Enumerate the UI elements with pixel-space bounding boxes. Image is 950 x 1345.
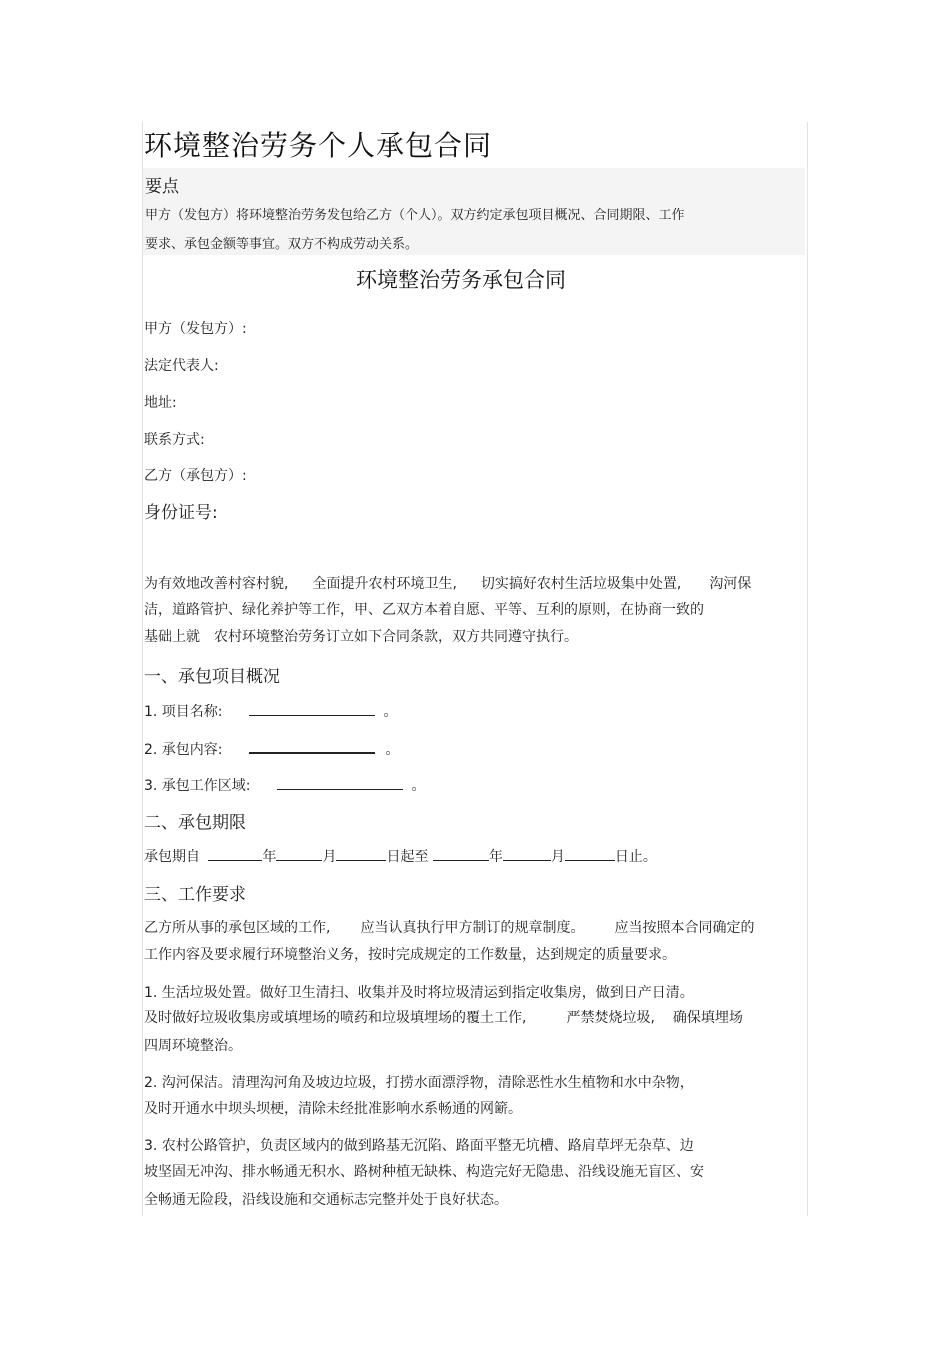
section-heading: 二、承包期限: [144, 813, 246, 833]
month-blank: [276, 846, 322, 861]
contract-period-line: [144, 846, 657, 866]
year-blank: [433, 846, 489, 861]
day-blank: [565, 846, 615, 861]
item-end: 。: [383, 704, 398, 720]
requirements-intro-line: 工作内容及要求履行环境整治义务，按时完成规定的工作数量，达到规定的质量要求。: [144, 947, 676, 963]
waste-disposal-line: [144, 1005, 743, 1031]
item-label: 1. 项目名称:: [144, 704, 223, 720]
id-number-field: 身份证号:: [144, 503, 218, 523]
section-heading: 三、工作要求: [144, 885, 246, 905]
fill-blank: [277, 775, 403, 790]
legal-rep-field: 法定代表人:: [144, 358, 219, 374]
waste-segment: 严禁焚烧垃圾,: [566, 1010, 655, 1026]
contract-content-item: [144, 738, 399, 759]
preamble-segment: 全面提升农村环境卫生,: [312, 576, 457, 592]
party-b-field: 乙方（承包方）:: [144, 468, 247, 484]
period-month: 月: [322, 849, 337, 865]
month-blank: [503, 846, 551, 861]
project-name-item: [144, 701, 397, 721]
waste-disposal-line: 1. 生活垃圾处置。做好卫生清扫、收集并及时将垃圾清运到指定收集房，做到日产日清。: [144, 985, 694, 1001]
period-year: 年: [488, 849, 503, 865]
road-maintenance-line: 坡坚固无冲沟、排水畅通无积水、路树种植无缺株、构造完好无隐患、沿线设施无盲区、安: [144, 1164, 704, 1180]
preamble-segment: 为有效地改善村容村貌,: [144, 576, 289, 592]
intro-segment: 乙方所从事的承包区域的工作,: [144, 920, 331, 936]
period-month: 月: [550, 849, 565, 865]
fill-blank: [249, 738, 375, 754]
period-day-from: 日起至: [386, 849, 429, 865]
fill-blank: [249, 701, 375, 716]
river-cleaning-line: 及时开通水中坝头坝梗，清除未经批准影响水系畅通的网簖。: [144, 1101, 522, 1117]
intro-segment: 应当认真执行甲方制订的规章制度。: [360, 920, 585, 936]
item-label: 3. 承包工作区域:: [144, 778, 251, 794]
year-blank: [208, 846, 262, 861]
waste-disposal-line: 四周环境整治。: [144, 1038, 242, 1054]
item-label: 2. 承包内容:: [144, 742, 223, 758]
period-start: 承包期自: [144, 849, 200, 865]
summary-line: 要求、承包金额等事宜。双方不构成劳动关系。: [145, 237, 419, 252]
contact-field: 联系方式:: [144, 432, 205, 448]
requirements-intro-line: [144, 915, 754, 941]
preamble-line: [144, 571, 751, 597]
waste-segment: 确保填埋场: [672, 1010, 743, 1026]
summary-line: 甲方（发包方）将环境整治劳务发包给乙方（个人）。双方约定承包项目概况、合同期限、工作: [145, 208, 685, 223]
preamble-line: 基础上就 农村环境整治劳务订立如下合同条款，双方共同遵守执行。: [144, 629, 578, 645]
item-end: 。: [385, 742, 400, 758]
section-heading: 一、承包项目概况: [144, 667, 280, 687]
period-day-to: 日止。: [614, 849, 657, 865]
preamble-segment: 切实搞好农村生活垃圾集中处置,: [480, 576, 682, 592]
preamble-segment: 沟河保: [709, 576, 752, 592]
period-year: 年: [262, 849, 277, 865]
river-cleaning-line: 2. 沟河保洁。清理沟河角及坡边垃圾，打捞水面漂浮物，清除恶性水生植物和水中杂物，: [144, 1075, 694, 1091]
document-title: 环境整治劳务个人承包合同: [144, 129, 493, 162]
contract-title: 环境整治劳务承包合同: [356, 268, 566, 292]
work-area-item: [144, 775, 425, 795]
preamble-line: 洁，道路管护、绿化养护等工作，甲、乙双方本着自愿、平等、互利的原则，在协商一致的: [144, 602, 704, 618]
party-a-field: 甲方（发包方）:: [144, 321, 247, 337]
waste-segment: 及时做好垃圾收集房或填埋场的喷药和垃圾填埋场的覆土工作,: [144, 1010, 527, 1026]
intro-segment: 应当按照本合同确定的: [614, 920, 755, 936]
road-maintenance-line: 3. 农村公路管护，负责区域内的做到路基无沉陷、路面平整无坑槽、路肩草坪无杂草、边: [144, 1138, 694, 1154]
road-maintenance-line: 全畅通无险段，沿线设施和交通标志完整并处于良好状态。: [144, 1192, 508, 1208]
address-field: 地址:: [144, 395, 177, 411]
item-end: 。: [411, 778, 426, 794]
summary-heading: 要点: [145, 177, 179, 197]
day-blank: [336, 846, 386, 861]
